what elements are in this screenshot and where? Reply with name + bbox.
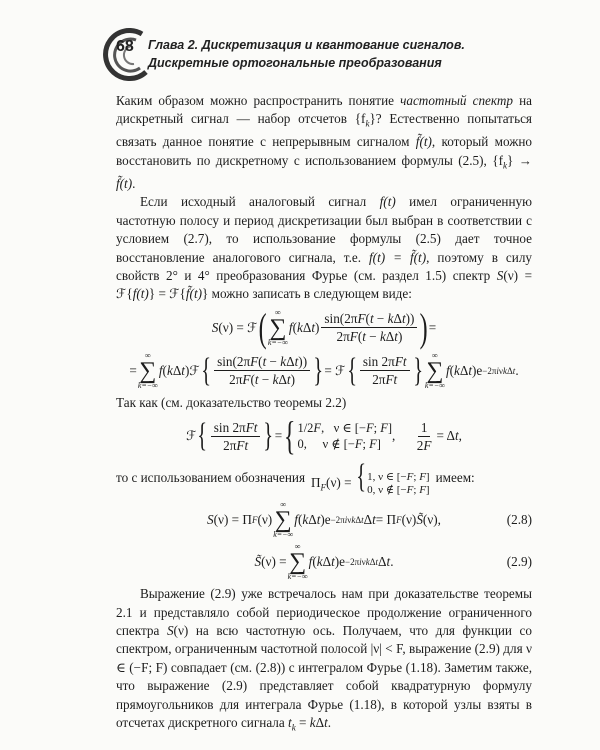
equation-spectrum-expansion: S (ν) = ℱ ( ∞ ∑ k=−∞ f ( k Δ t ) $\frac{\text{sin(2πF(t − kΔt))}}{\text{2πF(t − kΔt)}}$ ) =: [211, 304, 437, 350]
running-title-line-2: Дискретные ортогональные преобразования: [148, 56, 442, 70]
equation-2-9: S̃ (ν) = ∞ ∑ k=−∞ f ( k Δ t )e −2πiνkΔt Δ t . (2.9): [254, 542, 532, 582]
equation-sinc-transform: ℱ { $\frac{\text{sin 2πFt}}{\text{2πFt}}$ } = { 1/2F, ν ∈ [−F; F] 0, ν ∉ [−F; F] , $\frac{1}{2F}$ = Δ t ,: [186, 413, 462, 459]
paragraph-notation: то с использованием обозначения $\Pi_F(\nu)$ = { 1, ν ∈ [−F; F] 0, ν ∉ [−F; F] имеем:: [116, 458, 475, 497]
equation-2-8: S (ν) = Π F (ν) ∞ ∑ k=−∞ f ( k Δ t )e −2πiνkΔt Δ t = Π F (ν) S̃ (ν), (2.8): [207, 500, 532, 540]
paragraph-since: Так как (см. доказательство теоремы 2.2): [116, 394, 347, 410]
equation-number-2-8: (2.8): [506, 512, 532, 527]
paragraph-spectrum-question: Каким образом можно распространить понятие частотный спектр на дискретный сигнал — набор отсчетов $\{f_k\}$? Естественно попытаться связать данное понятие с непрерывным сигналом f̃(t), который можно восстановить по дискретному с использованием формулы (2.5), $\{f_k\}$ → f̃(t).: [116, 93, 533, 191]
paragraph-expression-2-9: Выражение (2.9) уже встречалось нам при доказательстве теоремы 2.1 и представляло собой периодическое продолжение ограниченного спектра S(ν) на всю частотную ось. Получаем, что для функции со спектром, ограниченным частотной полосой |ν| < F, выражение (2.9) для ν ∈ (−F; F) совпадает (см. (2.8)) с интегралом Фурье (1.18). Заметим также, что выражение (2.9) представляет собой квадратурную формулу прямоугольников для интеграла Фурье (1.18), в которой узлы взяты в отсчетах дискретного сигнала $t_k = k\Delta t$.: [116, 586, 533, 733]
running-header: [104, 34, 544, 78]
equation-number-2-9: (2.9): [506, 554, 532, 569]
running-title-line-1: Глава 2. Дискретизация и квантование сигналов.: [148, 38, 465, 52]
equation-spectrum-result: = ∞ ∑ k=−∞ f ( k Δ t )ℱ { $\frac{\text{sin(2πF(t − kΔt))}}{\text{2πF(t − kΔt)}}$ } = ℱ { $\frac{\text{sin 2πFt}}{\text{2πFt}}$ } ∞ ∑ k=−∞ f ( k Δ t )e −2πiνkΔt .: [129, 350, 519, 390]
paragraph-analog-signal: Если исходный аналоговый сигнал f(t) имел ограниченную частотную полосу и период дискретизации был выбран в соответствии с условием (2.7), то использование формулы (2.5) дает точное восстановление аналогового сигнала, т.е. f(t) = f̃(t), поэтому в силу свойств 2° и 4° преобразования Фурье (см. раздел 1.5) спектр S(ν) = ℱ{f(t)} = ℱ{f̃(t)} можно записать в следующем виде:: [116, 194, 533, 302]
page-body: [116, 92, 532, 737]
page-number: 68: [116, 38, 134, 55]
